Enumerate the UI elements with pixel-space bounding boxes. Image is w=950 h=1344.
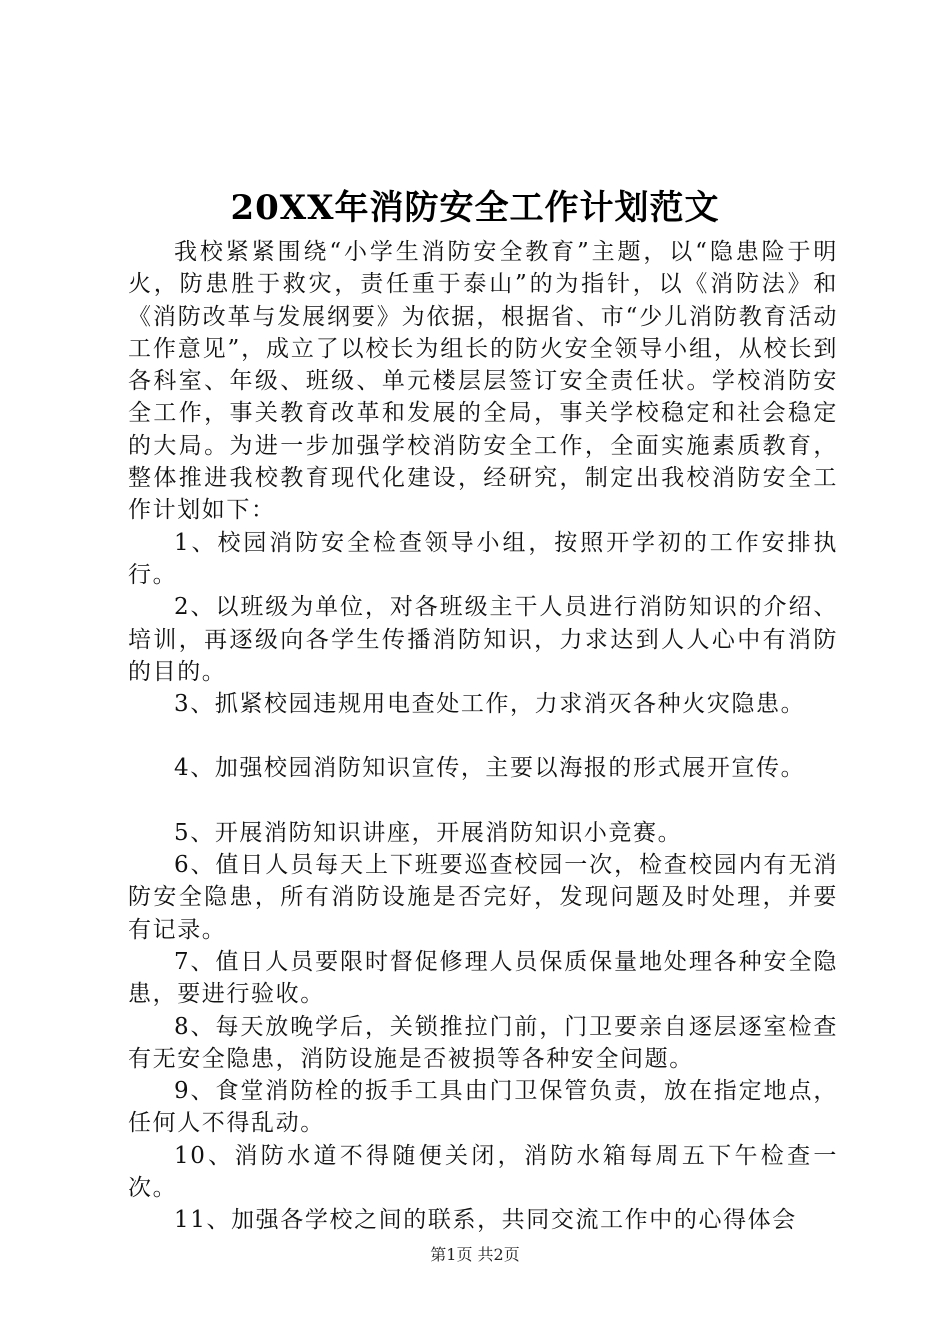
- page-footer: 第1页 共2页: [430, 1245, 520, 1264]
- list-item: 5、开展消防知识讲座，开展消防知识小竞赛。: [174, 819, 683, 846]
- list-item: 10、消防水道不得随便关闭，消防水箱每周五下午检查一次。: [128, 1142, 838, 1202]
- list-item: 2、以班级为单位，对各班级主干人员进行消防知识的介绍、培训，再逐级向各学生传播消防知识，力求达到人人心中有消防的目的。: [128, 594, 838, 685]
- intro-paragraph: 我校紧紧围绕“小学生消防安全教育”主题，以“隐患险于明火，防患胜于救灾，责任重于泰山”的为指针，以《消防法》和《消防改革与发展纲要》为依据，根据省、市“少儿消防教育活动工作意见”，成立了以校长为组长的防火安全领导小组，从校长到各科室、年级、班级、单元楼层层签订安全责任状。学校消防安全工作，事关教育改革和发展的全局，事关学校稳定和社会稳定的大局。为进一步加强学校消防安全工作，全面实施素质教育，整体推进我校教育现代化建设，经研究，制定出我校消防安全工作计划如下：: [128, 239, 838, 524]
- list-item: 7、值日人员要限时督促修理人员保质保量地处理各种安全隐患，要进行验收。: [128, 948, 838, 1008]
- paragraph-gap: [128, 720, 838, 752]
- list-item: 9、食堂消防栓的扳手工具由门卫保管负责，放在指定地点，任何人不得乱动。: [128, 1078, 838, 1137]
- list-item: 1、校园消防安全检查领导小组，按照开学初的工作安排执行。: [128, 529, 838, 588]
- list-item: 3、抓紧校园违规用电查处工作，力求消灭各种火灾隐患。: [174, 691, 806, 718]
- paragraph-gap: [128, 785, 838, 817]
- document-body: [128, 236, 838, 1237]
- list-item: 8、每天放晚学后，关锁推拉门前，门卫要亲自逐层逐室检查有无安全隐患，消防设施是否被损等各种安全问题。: [128, 1013, 838, 1072]
- list-item: 11、加强各学校之间的联系，共同交流工作中的心得体会: [174, 1207, 797, 1234]
- document-title: 20XX年消防安全工作计划范文: [230, 188, 720, 228]
- list-item: 4、加强校园消防知识宣传，主要以海报的形式展开宣传。: [174, 755, 806, 782]
- list-item: 6、值日人员每天上下班要巡查校园一次，检查校园内有无消防安全隐患，所有消防设施是否完好，发现问题及时处理，并要有记录。: [128, 852, 838, 943]
